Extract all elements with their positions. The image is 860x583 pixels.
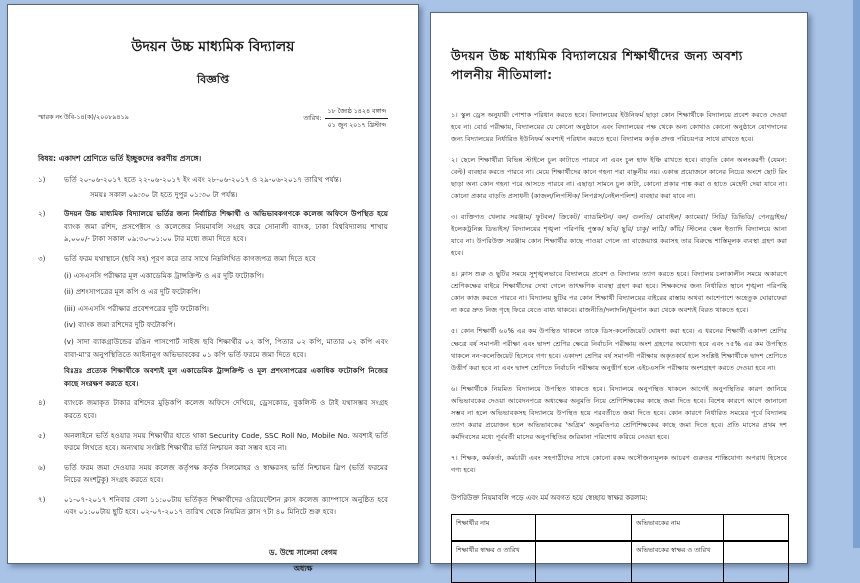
notice-items [38,174,388,519]
rules-title: উদয়ন উচ্চ মাধ্যমিক বিদ্যালয়ের শিক্ষার্থীদের জন্য অবশ্য পালনীয় নীতিমালা: [451,48,743,82]
time-line: সময়ঃ সকাল ০৯:৩০ টা হতে দুপুর ০১:৩০ টা পর্যন্ত। [90,189,238,199]
notice-item [38,208,388,246]
sublist-item: (ii) প্রশংসাপত্রের মূল কপি ও এর দুটি ফটোকপি। [64,287,201,297]
declaration-line: উপরিউক্ত নিয়মাবলি পড়ে এবং মর্ম অবগত হয়ে স্বেচ্ছায় স্বাক্ষর করলাম: [451,494,648,503]
signatory-name: ড. উম্মে সালেমা বেগম [269,548,337,558]
signature-table [451,514,789,583]
document-sublist [64,270,388,362]
subject-line: বিষয়: একাদশ শ্রেণিতে ভর্তি ইচ্ছুকদের করণীয় প্রসঙ্গে। [38,154,202,163]
item-text: ভর্তি ফরম জমা দেওয়ার সময় কলেজ কর্তৃপক্ষ কর্তৃক সিলমোহর ও স্বাক্ষরসহ ভর্তি নিশ্চায়ন স্লিপ (ভর্তি ফরমের নিচের অংশটুকু) সংগ্রহ করতে হবে। [64,462,388,485]
notice-item [38,462,388,487]
rule-paragraph: ৬। শিক্ষার্থীকে নিয়মিত বিদ্যালয়ে উপস্থিত থাকতে হবে। বিদ্যালয়ে অনুপস্থিত থাকলে আগেই অনুপস্থিতির কারণ জানিয়ে অভিভাবকের দেওয়া আবেদনপত্রে অধ্যক্ষের অনুমতি নিয়ে শ্রেণিশিক্ষকের কাছে জমা দিতে হবে। বিশেষ কারণে আগে জানানো সম্ভব না হলে অভিভাবকসহ বিদ্যালয়ে উপস্থিত হয়ে পরবর্তীতে জমা দিতে হবে। কোন কারণে নির্ধারিত সময়ের পূর্বে বিদ্যালয় ত্যাগ করার প্রয়োজন হলে অভিভাবকের 'অগ্রিম' অনুমতিপত্র শ্রেণিশিক্ষকের কাছে জমা দিতে হবে। প্রতি মাসের প্রথম দশ কর্মদিবসের মধ্যে পূর্ববর্তী মাসের অনুপস্থিতির জরিমানা পরিশোধ করিয়ে নেওয়া হবে। [451,384,787,441]
rule-paragraph: ৫। কোন শিক্ষার্থী ৬০% এর কম উপস্থিত থাকলে তাকে ডিস-কলেজিয়েট ঘোষণা করা হবে। এ ধরনের শিক্ষার্থী একাদশ শ্রেণির ক্ষেত্রে বর্ষ সমাপনী পরীক্ষা এবং দ্বাদশ শ্রেণির ক্ষেত্রে নির্বাচনি পরীক্ষায় অংশ গ্রহণের অযোগ্য হবে এবং ৭৫% এর কম উপস্থিত থাকলে নন-কলেজিয়েট হিসেবে গণ্য হবে। একাদশ শ্রেণির বর্ষ সমাপনী পরীক্ষায় অকৃতকার্য হলে সংশ্লিষ্ট শিক্ষার্থীকে দ্বাদশ শ্রেণিতে উত্তীর্ণ করা হবে না এবং দ্বাদশ শ্রেণিতে নির্বাচনি পরীক্ষায় অনুত্তীর্ণ হলে এইচএসসি পরীক্ষায় অংশগ্রহণ করতে দেওয়া হবে না। [451,327,787,372]
sublist-item: (v) সাদা ব্যাকগ্রাউন্ডের রঙিন পাসপোর্ট সাইজ ছবি শিক্ষার্থীর ০২ কপি, পিতার ০২ কপি, মাতার ০২ কপি এবং বাবা-মা'র অনুপস্থিতিতে আইনানুগ অভিভাবকের ০১ কপি ভর্তি ফরমে জমা দিতে হবে। [64,336,388,359]
sublist-item: (i) এসএসসি পরীক্ষার মূল একাডেমিক ট্রান্সক্রিপ্ট ও এর দুটি ফটোকপি। [64,270,264,280]
item-text: ০১-০৭-২০১৭ শনিবার বেলা ১১:০০টায় ভর্তিকৃত শিক্ষার্থীদের ওরিয়েন্টেশন ক্লাস কলেজ ক্যাম্পাসে অনুষ্ঠিত হবে এবং ০১:০০টায় ছুটি হবে। ০২-০৭-২০১৭ তারিখ থেকে নিয়মিত ক্লাস ৭টা ৪০ মিনিটে শুরু হবে। [64,494,388,517]
window-edge [853,0,860,548]
rule-paragraph: ১। স্কুল ড্রেস অনুযায়ী পোশাক পরিধান করতে হবে। বিদ্যালয়ের ইউনিফর্ম ছাড়া কোন শিক্ষার্থীকে বিদ্যালয়ে প্রবেশ করতে দেওয়া হবে না। বোর্ড পরীক্ষায়, বিদ্যালয়ের যে কোনো অনুষ্ঠানে এবং বিদ্যালয়ের পক্ষ থেকে অন্য কোথাও কোনো অনুষ্ঠানে যোগদানের জন্য বিদ্যালয়ের নির্ধারিত ইউনিফর্ম অবশ্যই পরিধান করতে হবে। বিদ্যালয় কর্তৃক প্রদত্ত পরিচয়পত্র সাথে রাখতে হবে। [451,110,787,143]
item-text: ব্যাংকে জমাকৃত টাকার রশিদের মুড়িকপি কলেজ অফিসে দেখিয়ে, ড্রেসকোড, বুকলিস্ট ও টাই যথাসম্ভব সংগ্রহ করতে হবে। [64,398,388,420]
memo-number: স্মারক নং উবি-১৪(ক)/২০০৮৯৪১৯ [38,114,129,121]
student-name-label: শিক্ষার্থীর নাম [452,515,536,542]
signatory-title: অধ্যক্ষ [293,563,313,573]
item-number: ৫) [38,430,46,440]
item-number: ৭) [38,494,46,504]
item-number: ৩) [38,253,46,263]
school-name-title: উদয়ন উচ্চ মাধ্যমিক বিদ্যালয় [131,39,295,55]
item-number: ৬) [38,462,46,472]
item-number: ২) [38,209,46,219]
date-block [303,106,388,131]
item-text: ব্যাংক জমা রশিদ, প্রসপেক্টাস ও কলেজের নিয়মাবলি সংগ্রহ করে সোনালী ব্যাংক, ঢাকা বিশ্ববিদ্যালয় শাখায় ৯,০০০/- টাকা সকাল ০৯:৩০-০১:০০ টার মধ্যে জমা দিতে হবে। [64,221,388,244]
item-text: ভর্তি ২০-০৬-২০১৭ হতে ২২-০৬-২০১৭ ইং এবং ২৮-০৬-২০১৭ ও ২৯-০৬-২০১৭ তারিখ পর্যন্ত। [64,175,342,184]
rule-paragraph: ৪। ক্লাস শুরু ও ছুটির সময়ে সুশৃঙ্খলভাবে বিদ্যালয়ে প্রবেশ ও বিদ্যালয় ত্যাগ করতে হবে। বিদ্যালয় চলাকালীন সময়ে অকারণে শ্রেণিকক্ষের বাইরে শিক্ষার্থীদের দেখা গেলে তাৎক্ষণিক ব্যবস্থা গ্রহণ করা হবে। শিক্ষকদের জন্য নির্ধারিত স্থানে শৃঙ্খলা পরিপন্থি কোন কাজ করতে পারবে না। বিদ্যালয় ছুটির পর কোন শিক্ষার্থী বিদ্যালয়ের বাইরের রাস্তায় অথবা আশেপাশে অহেতুক ঘোরাফেরা না করে দ্রুত নিজ গৃহে ফিরে যেতে বাধ্য থাকবে। রাজনীতি/দলাদলি/ধূমপান করা থেকে অবশ্যই বিরত থাকতে হবে। [451,270,787,315]
item-text: অনলাইনে ভর্তি হওয়ার সময় শিক্ষার্থীর হাতে থাকা Security Code, SSC Roll No, Mobile No. অবশ্যই ভর্তি ফরমে লিখতে হবে। অন্যথায় সংশ্লিষ্ট শিক্ষার্থীর ভর্তি নিশ্চায়ন করা সম্ভব হবে না। [64,430,388,453]
student-sign-label: শিক্ষার্থীর স্বাক্ষর ও তারিখ [452,542,536,582]
item-number: ১) [38,175,46,184]
nb-note: বিঃদ্রঃ প্রত্যেক শিক্ষার্থীকে অবশ্যই মূল একাডেমিক ট্রান্সক্রিপ্ট ও মূল প্রশংসাপত্রের একাধিক ফটোকপি নিজের কাছে সংরক্ষণ করতে হবে। [64,366,388,388]
guardian-name-blank-cell [724,515,788,542]
student-name-blank-cell [536,515,632,542]
rules-list [451,109,787,477]
date-bangla: ১৮ জ্যৈষ্ঠ ১৪২৪ বঙ্গাব্দ [325,106,388,119]
rule-paragraph: ৭। শিক্ষক, কর্মকর্তা, কর্মচারী এবং সহপাঠীদের সাথে কোনো রকম অসৌজন্যমূলক আচরণ গুরুতর শাস্তিযোগ্য অপরাধ হিসেবে গণ্য হবে। [451,454,787,475]
signature-block [218,545,388,576]
sublist-item: (iii) এসএসসি পরীক্ষার প্রবেশপত্রের দুটি ফটোকপি। [64,303,209,313]
notice-item [38,174,388,201]
sublist-item: (iv) ব্যাংক জমা রশিদের দুটি ফটোকপি। [64,320,176,330]
item-number: ৪) [38,398,46,408]
notice-item [38,430,388,455]
notice-item [38,494,388,519]
item-text-bold: উদয়ন উচ্চ মাধ্যমিক বিদ্যালয়ে ভর্তির জন্য নির্বাচিত শিক্ষার্থী ও অভিভাবকগণকে কলেজ অফিসে উপস্থিত হয়ে [64,209,388,219]
guardian-name-label: অভিভাবকের নাম [632,515,724,542]
student-sign-blank-cell [536,542,632,582]
notice-item [38,253,388,390]
rule-paragraph: ২। ছেলে শিক্ষার্থীরা বিভিন্ন স্টাইলে চুল কাটাতে পারবে না এবং চুল হাফ ইঞ্চি রাখতে হবে। বাড়তি কোন অলংকরণী (যেমন: বেল্ট) ব্যবহার করতে পারবে না। মেয়ে শিক্ষার্থীদের কানে গহনা পরা বাঞ্ছনীয় নয়। একান্ত প্রয়োজনে কানের নিচের অংশে ছোট রিং ছাড়া অন্য কোন গহনা পরে আসতে পারবে না। এছাড়া সামনে চুল কাটা, কোনো প্রকার পাঙ্ক করা ও হাতে মেহেদী দেয়া যাবে না। কোনো প্রকার বাড়তি প্রসাধনী (কাজল/লিপস্টিক/ লিপগ্লস/নেইলপলিশ) ব্যবহার করা যাবে না। [451,155,787,200]
guardian-sign-label: অভিভাবকের স্বাক্ষর ও তারিখ [632,542,724,582]
guardian-sign-blank-cell [724,542,788,582]
notice-page [7,4,419,573]
rule-paragraph: ৩। ব্যক্তিগত খেলার সরঞ্জাম/ ফুটবল/ ক্রিকেট/ ব্যাডমিন্টন/ বল/ গুলতি/ মোবাইল/ ক্যামেরা/ সিডি/ ডিভিডি/ পেনড্রাইভ/ ইলেকট্রনিক্স ডিভাইস/ বিদ্যালয়ের শৃঙ্খলা পরিপন্থি পুস্তক/ ছবি/ ছুরি/ চাকু/ লাঠি/ কাঁচি/ স্টিলের স্কেল ইত্যাদি বিদ্যালয়ে আনা যাবে না। উপরিউক্ত সরঞ্জাম কোন শিক্ষার্থীর কাছে পাওয়া গেলে তা বাজেয়াপ্ত করাসহ তার বিরুদ্ধে শাস্তিমূলক ব্যবস্থা গ্রহণ করা হবে। [451,212,787,258]
date-english: ০১ জুন ২০১৭ খ্রিস্টাব্দ [327,122,386,129]
notice-item [38,397,388,422]
rules-page [430,12,808,564]
item-text: ভর্তি ফরম যথাস্থানে (ছবি সহ) পূরণ করে তার সাথে নিম্নলিখিত কাগজপত্র জমা দিতে হবে [64,253,316,263]
notice-heading: বিজ্ঞপ্তি [197,73,229,86]
memo-date-row [38,106,388,131]
date-fraction [325,106,388,131]
date-label: তারিখ: [303,115,322,122]
